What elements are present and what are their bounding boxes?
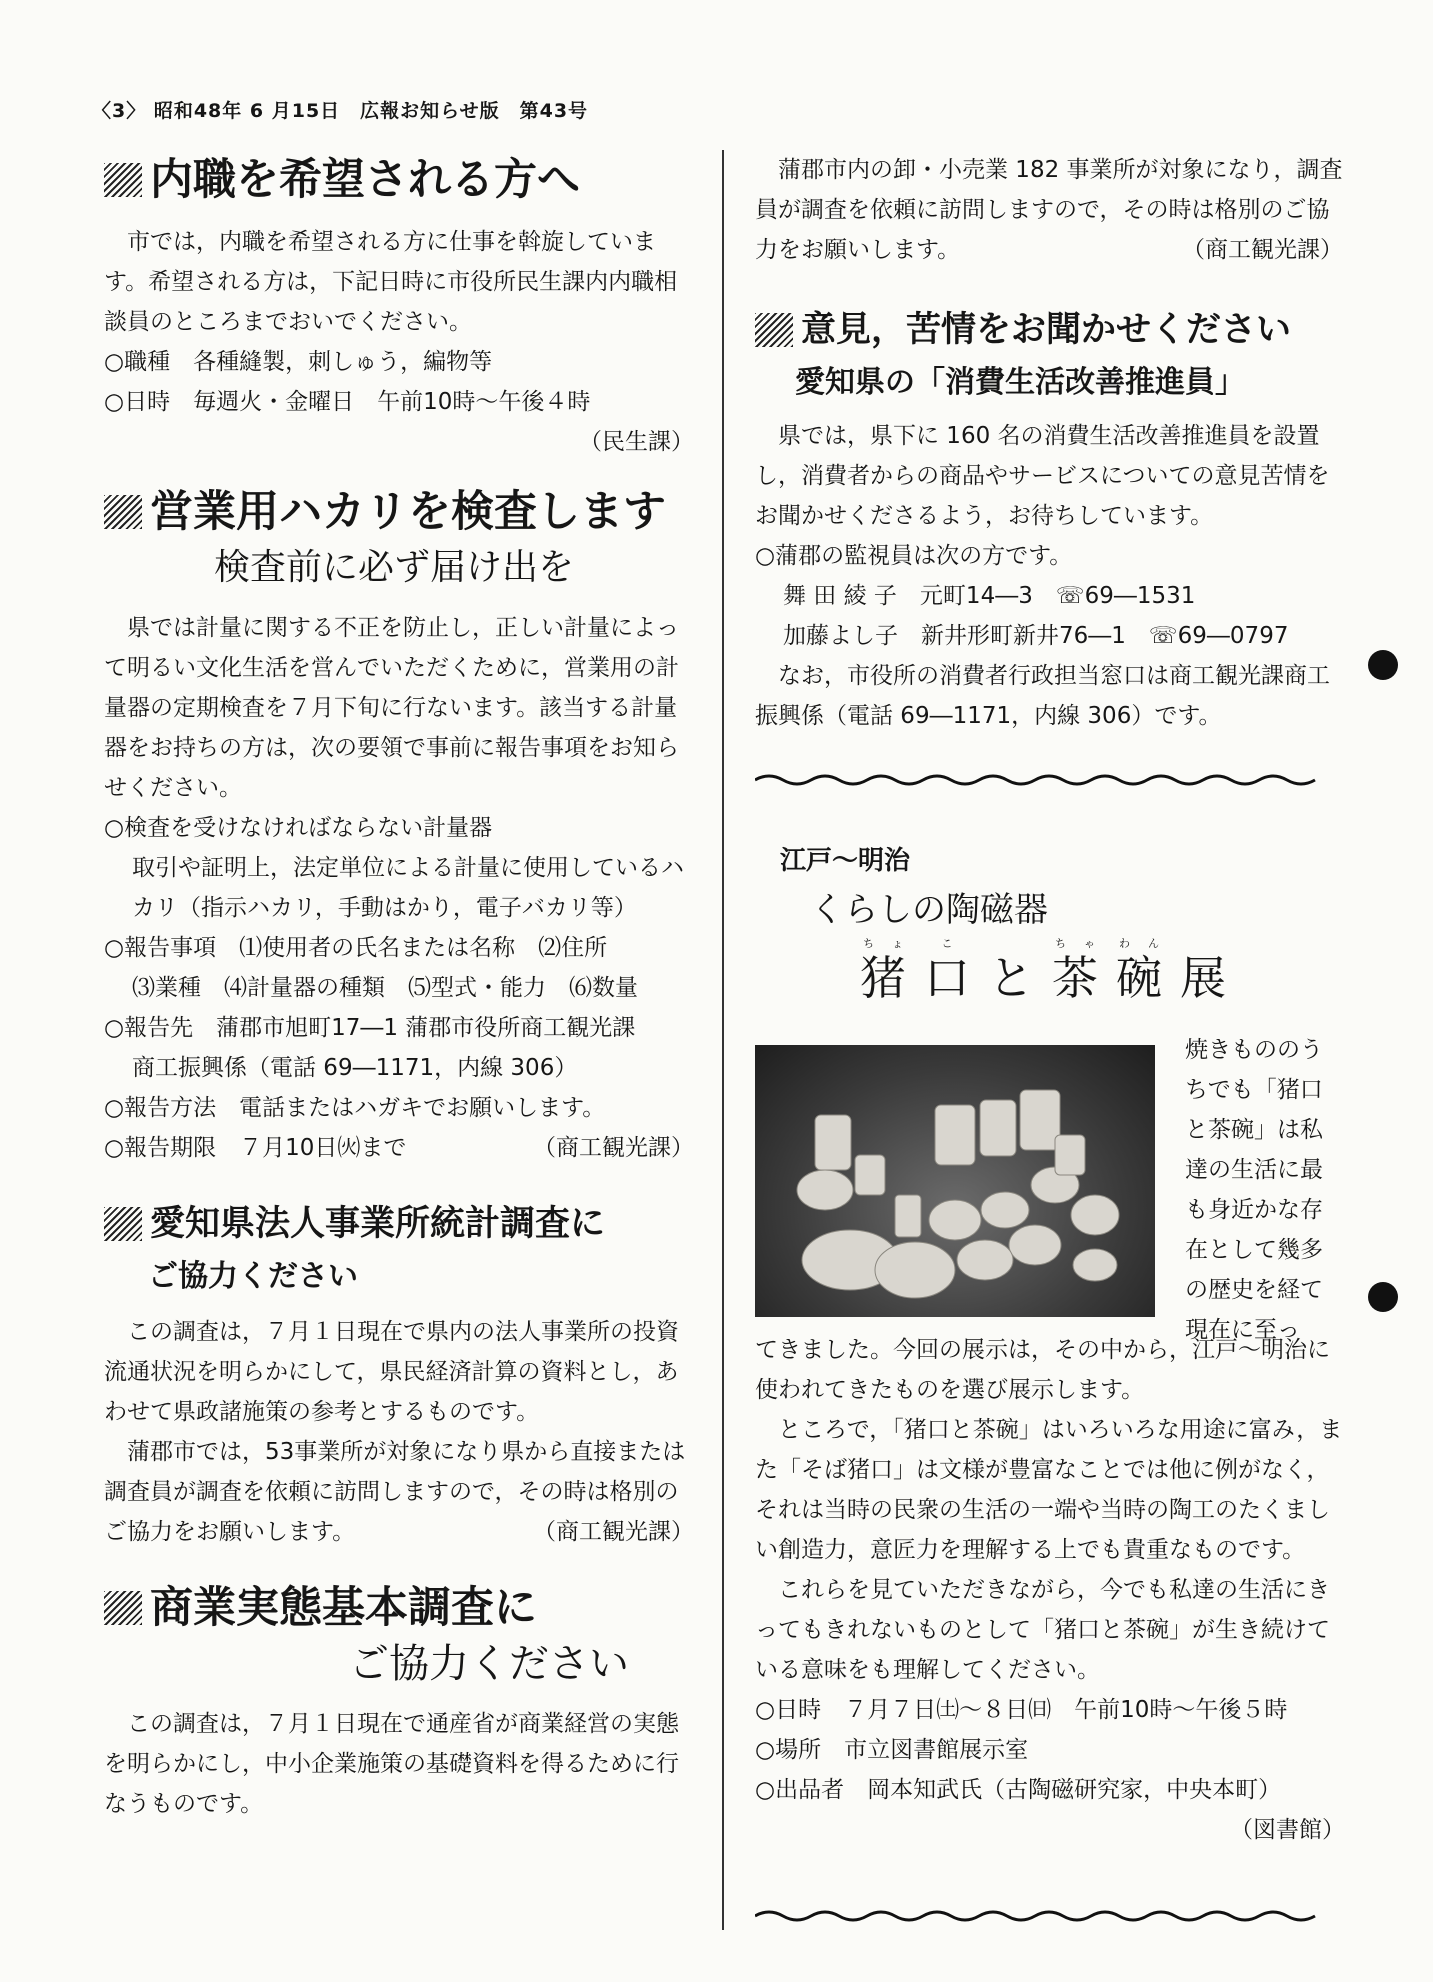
item-detail: 商工振興係（電話 69―1171，内線 306） <box>132 1055 578 1081</box>
paragraph: ところで，「猪口と茶碗」はいろいろな用途に富み，また「そば猪口」は文様が豊富なことでは他に例がなく，それは当時の民衆の生活の一端や当時の陶工のたくましい創造力，意匠力を理解する上でも貴重なものです。 <box>755 1417 1343 1563</box>
section-title: 営業用ハカリを検査します <box>104 482 694 542</box>
item-detail: 取引や証明上，法定単位による計量に使用しているハカリ（指示ハカリ，手動はかり，電子バカリ等） <box>132 855 684 921</box>
item: ○報告方法 電話またはハガキでお願いします。 <box>104 1095 606 1121</box>
page-header: 〈3〉 昭和48年 6 月15日 広報お知らせ版 第43号 <box>92 100 589 122</box>
item: ○報告先 蒲郡市旭町17―1 蒲郡市役所商工観光課 <box>104 1015 636 1041</box>
paragraph: なお，市役所の消費者行政担当窓口は商工観光課商工振興係（電話 69―1171，内線 306）です。 <box>755 663 1330 729</box>
hatch-icon <box>104 1207 142 1241</box>
binding-hole-icon <box>1368 1282 1398 1312</box>
item-detail: ⑶業種 ⑷計量器の種類 ⑸型式・能力 ⑹数量 <box>132 975 638 1001</box>
item: ○報告期限 ７月10日㈫まで （商工観光課） <box>104 1135 694 1161</box>
item: ○蒲郡の監視員は次の方です。 <box>755 543 1073 569</box>
ceramics-photo-illustration <box>755 1045 1155 1317</box>
section-title-line2: ご協力ください <box>349 1641 629 1687</box>
paragraph: 焼きもののうちでも「猪口と茶碗」は私達の生活に最も身近かな存在として幾多の歴史を経て現在に至っ <box>1185 1037 1323 1343</box>
exhibition-wrap-text <box>1185 1030 1345 1350</box>
dept-label: （商工観光課） <box>1182 237 1343 263</box>
item: ○日時 毎週火・金曜日 午前10時～午後４時 <box>104 389 591 415</box>
dept-label: （民生課） <box>579 429 694 455</box>
right-column <box>755 150 1343 736</box>
paragraph: この調査は，７月１日現在で通産省が商業経営の実態を明らかにし，中小企業施策の基礎資料を得るために行なうものです。 <box>104 1711 679 1817</box>
left-column <box>104 150 694 1824</box>
paragraph: てきました。今回の展示は，その中から，江戸～明治に使われてきたものを選び展示します。 <box>755 1337 1330 1403</box>
paragraph: 蒲郡市では，53事業所が対象になり県から直接または調査員が調査を依頼に訪問しますので，その時は格別のご協力をお願いします。 <box>104 1439 686 1545</box>
section-title-line2: ご協力ください <box>148 1259 358 1294</box>
hatch-icon <box>104 163 142 197</box>
ruby-text: ちょ <box>863 937 921 950</box>
wave-divider <box>755 1908 1320 1924</box>
item: ○検査を受けなければならない計量器 <box>104 815 493 841</box>
section-consumer-advocate <box>755 300 1343 736</box>
ruby-text: ちゃ <box>1055 937 1113 950</box>
section-home-work <box>104 150 694 462</box>
section-title: 愛知県法人事業所統計調査に <box>104 1194 694 1254</box>
section-subtitle: 検査前に必ず届け出を <box>214 547 575 588</box>
member: 舞 田 綾 子 元町14―3 ☏69―1531 <box>783 583 1196 609</box>
paragraph: 蒲郡市内の卸・小売業 182 事業所が対象になり，調査員が調査を依頼に訪問しますので，その時は格別のご協力をお願いします。 <box>755 157 1343 263</box>
section-corporate-survey <box>104 1194 694 1552</box>
kicker: 江戸～明治 <box>780 846 911 876</box>
paragraph: 県では計量に関する不正を防止し，正しい計量によって明るい文化生活を営んでいただくために，営業用の計量器の定期検査を７月下旬に行ないます。該当する計量器をお持ちの方は，次の要領で事前に報告事項をお知らせください。 <box>104 615 679 801</box>
section-exhibition-head <box>780 838 1340 1004</box>
ruby-text: わん <box>1119 937 1177 950</box>
dept-label: （図書館） <box>1230 1817 1345 1843</box>
item: ○出品者 岡本知武氏（古陶磁研究家，中央本町） <box>755 1777 1282 1803</box>
paragraph: 県では，県下に 160 名の消費生活改善推進員を設置し，消費者からの商品やサービスについての意見苦情をお聞かせくださるよう，お待ちしています。 <box>755 423 1330 529</box>
exhibition-main-title: ちょ 猪 こ 口と ちゃ 茶 わん 碗展 <box>860 937 1244 1005</box>
item: ○職種 各種縫製，刺しゅう，編物等 <box>104 349 493 375</box>
section-subtitle: 愛知県の「消費生活改善推進員」 <box>795 365 1245 400</box>
ceramics-photo <box>755 1045 1155 1317</box>
item: ○日時 ７月７日㈯～８日㈰ 午前10時～午後５時 <box>755 1697 1288 1723</box>
item: ○報告事項 ⑴使用者の氏名または名称 ⑵住所 <box>104 935 608 961</box>
item: ○場所 市立図書館展示室 <box>755 1737 1029 1763</box>
section-title: 内職を希望される方へ <box>104 150 694 210</box>
hatch-icon <box>755 313 793 347</box>
section-title: 商業実態基本調査に <box>104 1578 694 1638</box>
paragraph: 市では，内職を希望される方に仕事を斡旋しています。希望される方は，下記日時に市役所民生課内内職相談員のところまでおいでください。 <box>104 229 678 335</box>
section-commerce-survey <box>104 1578 694 1824</box>
section-title: 意見，苦情をお聞かせください <box>755 300 1343 360</box>
column-divider <box>722 150 724 1930</box>
dept-label: （商工観光課） <box>533 1519 694 1545</box>
member: 加藤よし子 新井形町新井76―1 ☏69―0797 <box>783 623 1289 649</box>
exhibition-body <box>755 1330 1345 1850</box>
ruby-text: こ <box>941 937 971 950</box>
exhibition-title: くらしの陶磁器 <box>810 890 1048 930</box>
paragraph: この調査は，７月１日現在で県内の法人事業所の投資流通状況を明らかにして，県民経済計算の資料とし，あわせて県政諸施策の参考とするものです。 <box>104 1319 679 1425</box>
binding-hole-icon <box>1368 650 1398 680</box>
paragraph: これらを見ていただきながら，今でも私達の生活にきってもきれないものとして「猪口と茶碗」が生き続けている意味をも理解してください。 <box>755 1577 1330 1683</box>
section-scale-inspection <box>104 482 694 1168</box>
hatch-icon <box>104 495 142 529</box>
wave-divider <box>755 772 1320 788</box>
hatch-icon <box>104 1591 142 1625</box>
